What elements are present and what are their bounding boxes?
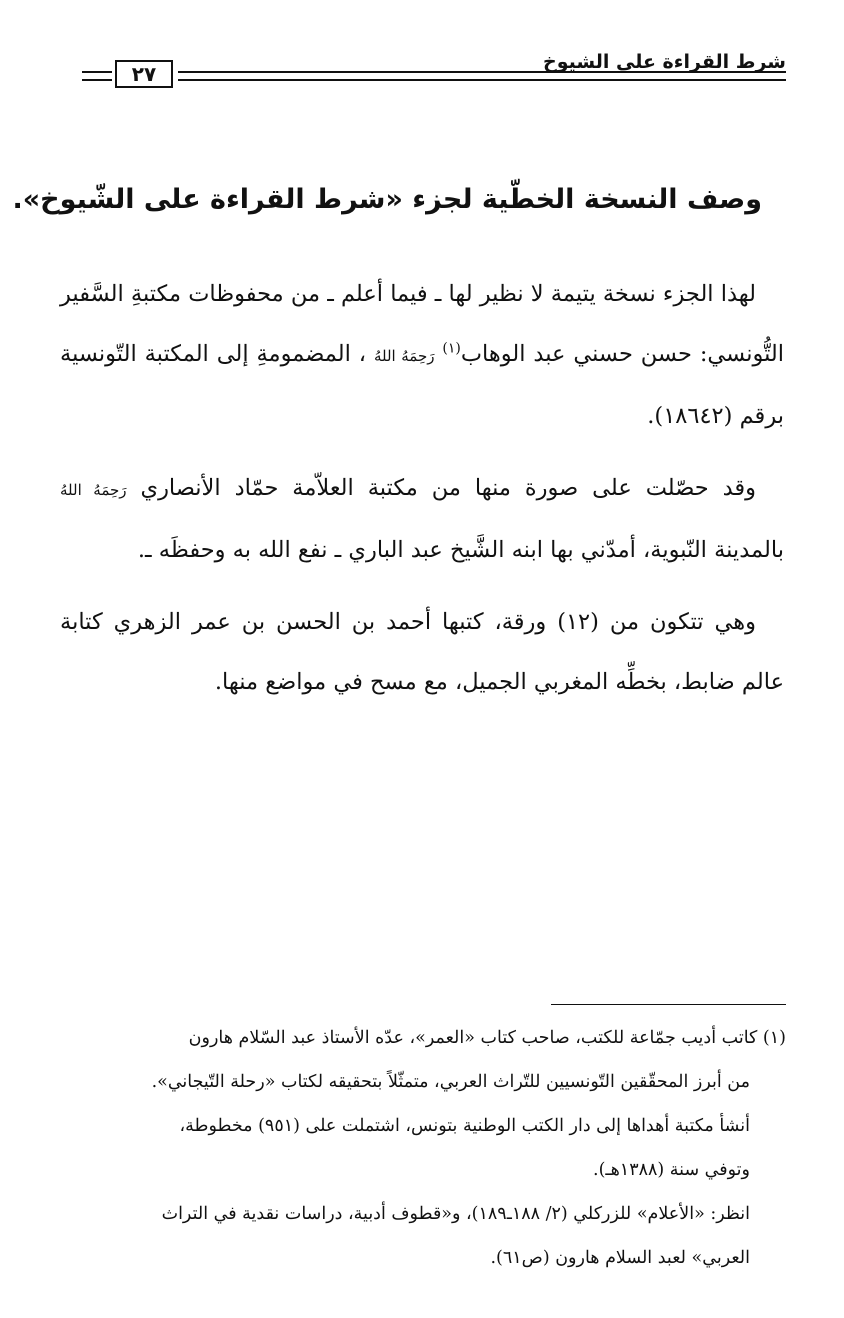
footnote-line: انظر: «الأعلام» للزركلي (٢/ ١٨٨ـ١٨٩)، و«قطوف أدبية، دراسات نقدية في التراث xyxy=(161,1204,750,1224)
footnote-line: من أبرز المحقّقين التّونسيين للتّراث العربي، متمثّلاً بتحقيقه لكتاب «رحلة التّيجاني». xyxy=(151,1072,750,1092)
section-heading: وصف النسخة الخطّية لجزء «شرط القراءة على الشّيوخ». xyxy=(12,184,762,215)
paragraph-1-part1: لهذا الجزء نسخة يتيمة لا نظير لها ـ فيما أعلم ـ من محفوظات مكتبةِ السَّفير التُّونسي: حسن حسني عبد الوهاب xyxy=(60,281,785,367)
page-number: ٢٧ xyxy=(115,60,173,88)
footnote-separator xyxy=(551,1004,786,1005)
paragraph-2 xyxy=(60,458,784,580)
footnote-line: أنشأ مكتبة أهداها إلى دار الكتب الوطنية بتونس، اشتملت على (٩٥١) مخطوطة، xyxy=(179,1116,750,1136)
paragraph-2-part2: بالمدينة النّبوية، أمدّني بها ابنه الشَّيخ عبد الباري ـ نفع الله به وحفظَه ـ. xyxy=(137,537,784,563)
footnote-line: العربي» لعبد السلام هارون (ص٦١). xyxy=(490,1248,750,1268)
running-header-title: شرط القراءة على الشيوخ xyxy=(543,51,786,73)
footnotes xyxy=(58,1016,786,1280)
footnote-line: (١) كاتب أديب جمّاعة للكتب، صاحب كتاب «العمر»، عدّه الأستاذ عبد السّلام هارون xyxy=(188,1028,786,1048)
honorific-glyph: رَحِمَهُ اللهُ xyxy=(373,347,435,365)
footnote-line: وتوفي سنة (١٣٨٨هـ). xyxy=(593,1160,750,1180)
body-text xyxy=(60,264,784,724)
paragraph-1 xyxy=(60,264,784,446)
paragraph-1-part2: ، المضمومةِ إلى المكتبة التّونسية برقم (١٨٦٤٢). xyxy=(60,341,784,429)
footnote-reference: (١) xyxy=(442,340,461,357)
header-double-rule-left xyxy=(82,71,112,81)
paragraph-2-part1: وقد حصّلت على صورة منها من مكتبة العلاّمة حمّاد الأنصاري xyxy=(140,475,757,501)
header-double-rule xyxy=(178,71,786,81)
honorific-glyph: رَحِمَهُ اللهُ xyxy=(60,481,127,499)
paragraph-3: وهي تتكون من (١٢) ورقة، كتبها أحمد بن الحسن بن عمر الزهري كتابة عالم ضابط، بخطِّه المغربي الجميل، مع مسح في مواضع منها. xyxy=(60,609,784,695)
